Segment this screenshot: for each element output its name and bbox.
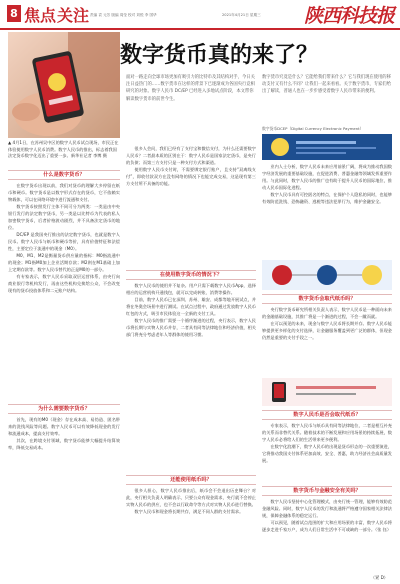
page-number: 8 <box>7 5 21 22</box>
article-title: 数字货币真的来了？ <box>120 43 319 68</box>
subhead-replace-cash: 数字货币会取代纸币吗？ <box>262 294 392 304</box>
paragraph: 很多人担心，数字人民币推出后，纸币会不会退出历史舞台？对此，央行相关负责人明确表示，只要公众有现金需求，央行就不会停止实物人民币的供应，也不会以行政命令等方式对实物人民币进行替换。 <box>126 488 256 507</box>
column-2-body-3 <box>126 488 256 576</box>
coin-network-icon <box>262 260 392 290</box>
subhead-how-to-use: 在使用数字货币的情况下？ <box>126 270 256 280</box>
paragraph: 数字人民币的使用并不复杂。用户只需下载数字人民币App，选择相应的运营机构开通钱包，就可以完成转账、消费等操作。 <box>126 283 256 295</box>
subhead-replace-paper-money: 数字人民币是否会取代纸币？ <box>262 410 392 420</box>
paragraph: 可以预见，随着试点范围的扩大和应用场景的丰富，数字人民币将逐步走进千家万户，成为人们日常生活中不可或缺的一部分。（张 钰） <box>262 520 392 532</box>
editor-credits: 责编 袁 元芳 版编 周莹 校对 刘悦 李 国华 <box>90 13 157 17</box>
newspaper-masthead: 陕西科技报 <box>303 5 394 27</box>
subhead-financial-security: 数字货币与金融安全有关吗？ <box>262 486 392 496</box>
column-2-body-2 <box>126 283 256 473</box>
lede-right: 数字货币究竟是什么？它能给我们带来什么？它与我们现在使用的移动支付又有什么不同？让我们一起来看看。关于数字货币，专家们给出了解读，普通人也在一步步感受着数字人民币带来的便利。 <box>262 75 391 95</box>
column-1-body-2 <box>8 417 120 577</box>
column-3-body <box>262 164 392 256</box>
paragraph: DC/EP 是我国央行推出的法定数字货币，也就是数字人民币。数字人民币与纸币和硬币等价，具有价值特征和法偿性，主要定位于流通中的现金（M0）。 <box>8 231 120 251</box>
lede-left: 面对一路走向全球市场更加有吸引力的比特币及其结构对手，今日关注日益热门的……数字货币在这样的背景下已逐渐成为各国央行竞相研究的对象。数字人民币 DC/EP 已经进入多地试点阶段，本文带你解读数字货币的前世今生。 <box>126 75 255 102</box>
paragraph: 目前，数字人民币已在深圳、苏州、雄安、成都等地开展试点，并将在冬奥会场景中进行测试。在试点过程中，政府通过发放数字人民币红包的方式，吸引市民体验这一全新的支付工具。 <box>126 297 256 316</box>
dcep-illustration-3 <box>262 378 392 406</box>
section-name-secondary: 关注 <box>57 6 90 25</box>
news-photo <box>8 32 120 138</box>
dcep-banner-icon <box>262 134 392 160</box>
paragraph: 首先，现有的M0（现金）存在成本高、易伪造、匿名带来的洗钱风险等问题。数字人民币可以有效降低现金的发行和流通成本，提高支付效率。 <box>8 417 120 436</box>
paragraph: 数字人民币具有可控匿名的特点，在保护个人隐私的同时，也能够有效防范洗钱、恐怖融资、逃税等违法犯罪行为，维护金融安全。 <box>262 191 392 204</box>
dcep-banner-graphic <box>262 134 392 160</box>
paragraph: M0、M1、M2是衡量货币供应量的指标：M0指流通中的现金；M1指M0加上企业活期存款；M2则在M1基础上加上定期存款等。数字人民币替代的正是M0的一部分。 <box>8 252 120 272</box>
page-header <box>0 0 400 30</box>
column-2-body <box>126 146 256 266</box>
paragraph: 有专家表示，数字人民币采取双层运营体系，由央行向商业银行等机构发行，再由这些机构兑换给公众，不会改变现有的货币投放体系和二元账户结构。 <box>8 273 120 293</box>
subhead-what-is-digital-currency: 什么是数字货币？ <box>8 170 120 180</box>
paragraph: 央行数字货币研究所相关负责人表示，数字人民币是一种面向未来的金融基础设施，其推广将是一个渐进的过程，不会一蹴而就。 <box>262 307 392 319</box>
paragraph: 在数字化浪潮下，数字人民币的出现是货币形态的一次重要演进，它将推动我国支付体系更加高效、安全、普惠，助力经济社会高质量发展。 <box>262 444 392 463</box>
dcep-source-line: 数字货币DCEP（Digital Currency Electronic Payment） <box>262 126 364 131</box>
paragraph: 数字货币按照发行主体不同可分为两类：一类是由中央银行发行的法定数字货币，另一类是以比特币为代表的私人加密数字货币，后者价格波动剧烈，并不具备法定货币的地位。 <box>8 204 120 230</box>
subhead-why-digital-currency: 为什么需要数字货币？ <box>8 404 120 414</box>
dcep-illustration-2 <box>262 260 392 290</box>
column-3-body-4 <box>262 499 392 575</box>
column-1-body <box>8 183 120 399</box>
paragraph: 很多人会问，我们已经有了支付宝和微信支付，为什么还需要数字人民币？二者最本质的区别在于：数字人民币是国家法定货币，是央行的负债；而第三方支付只是一种支付方式和渠道。 <box>126 146 256 165</box>
paragraph: 专家表示，数字人民币与纸币具有同等法律地位，二者是相互补充的关系而非替代关系。随着技术的不断发展和应用场景的持续拓展，数字人民币必将给人们的生活带来更多便利。 <box>262 423 392 442</box>
column-3-body-2 <box>262 307 392 375</box>
column-3-body-3 <box>262 423 392 483</box>
paragraph: 数字人民币和现金将长期共存，满足不同人群的支付需求。 <box>134 509 244 515</box>
page-footer-mark: （紧 D） <box>370 575 388 580</box>
phone-payment-icon <box>262 378 392 406</box>
paragraph: 数字人民币的推广需要一个循序渐进的过程，央行表示，数字人民币将长期与实物人民币并存，二者具有同等法律地位和经济价值，相关部门将充分考虑老年人等群体的使用习惯。 <box>126 318 256 337</box>
paragraph: 在可以预见的未来，现金与数字人民币将长期并存。数字人民币能够提供更多样化的支付选择，让金融服务覆盖到更广泛的群体，但现金仍然是重要的支付手段之一。 <box>262 321 392 340</box>
phone-hand-illustration <box>8 32 120 138</box>
paragraph: 其次，在跨境支付领域，数字货币能够大幅提升结算效率，降低交易成本。 <box>8 438 120 450</box>
paragraph: 使用数字人民币支付时，不需要绑定银行账户，且支持“双离线支付”，即收付款双方在没有网络的情况下也能完成交易，这是现有第三方支付所不具备的功能。 <box>126 167 256 186</box>
section-name: 焦点 <box>24 6 57 25</box>
subhead-cash-still-usable: 还能使用纸币吗？ <box>126 475 256 485</box>
paragraph: 数字人民币坚持中心化管理模式，由央行统一管理，能够有效防范金融风险。同时，数字人民币的发行和流通将严格遵守国家相关法律法规，保障金融体系的稳定运行。 <box>262 499 392 518</box>
photo-caption: ▲ 4月1日，在苏州吴中区的数字人民币试点现场，市民正在体验使用数字人民币消费。数字人民币的推出，标志着我国法定货币数字化迈出了重要一步。新华社记者 李博 摄 <box>8 140 119 159</box>
issue-date: 2021年4月21日 星期三 <box>222 13 261 17</box>
paragraph: 业内人士分析，数字人民币未来应用前景广阔，将成为推动我国数字经济发展的重要基础设施，在促进消费、普惠金融等领域发挥重要作用。与此同时，数字人民币的推广也有助于提升人民币的国际地位，推动人民币国际化进程。 <box>262 164 392 190</box>
paragraph: 在数字货币出现以前，我们对货币的理解大多停留在纸币和硬币。数字货币是以数字形式存在的货币，它不依赖实物载体，可以在网络环境中进行流通和支付。 <box>8 183 120 202</box>
